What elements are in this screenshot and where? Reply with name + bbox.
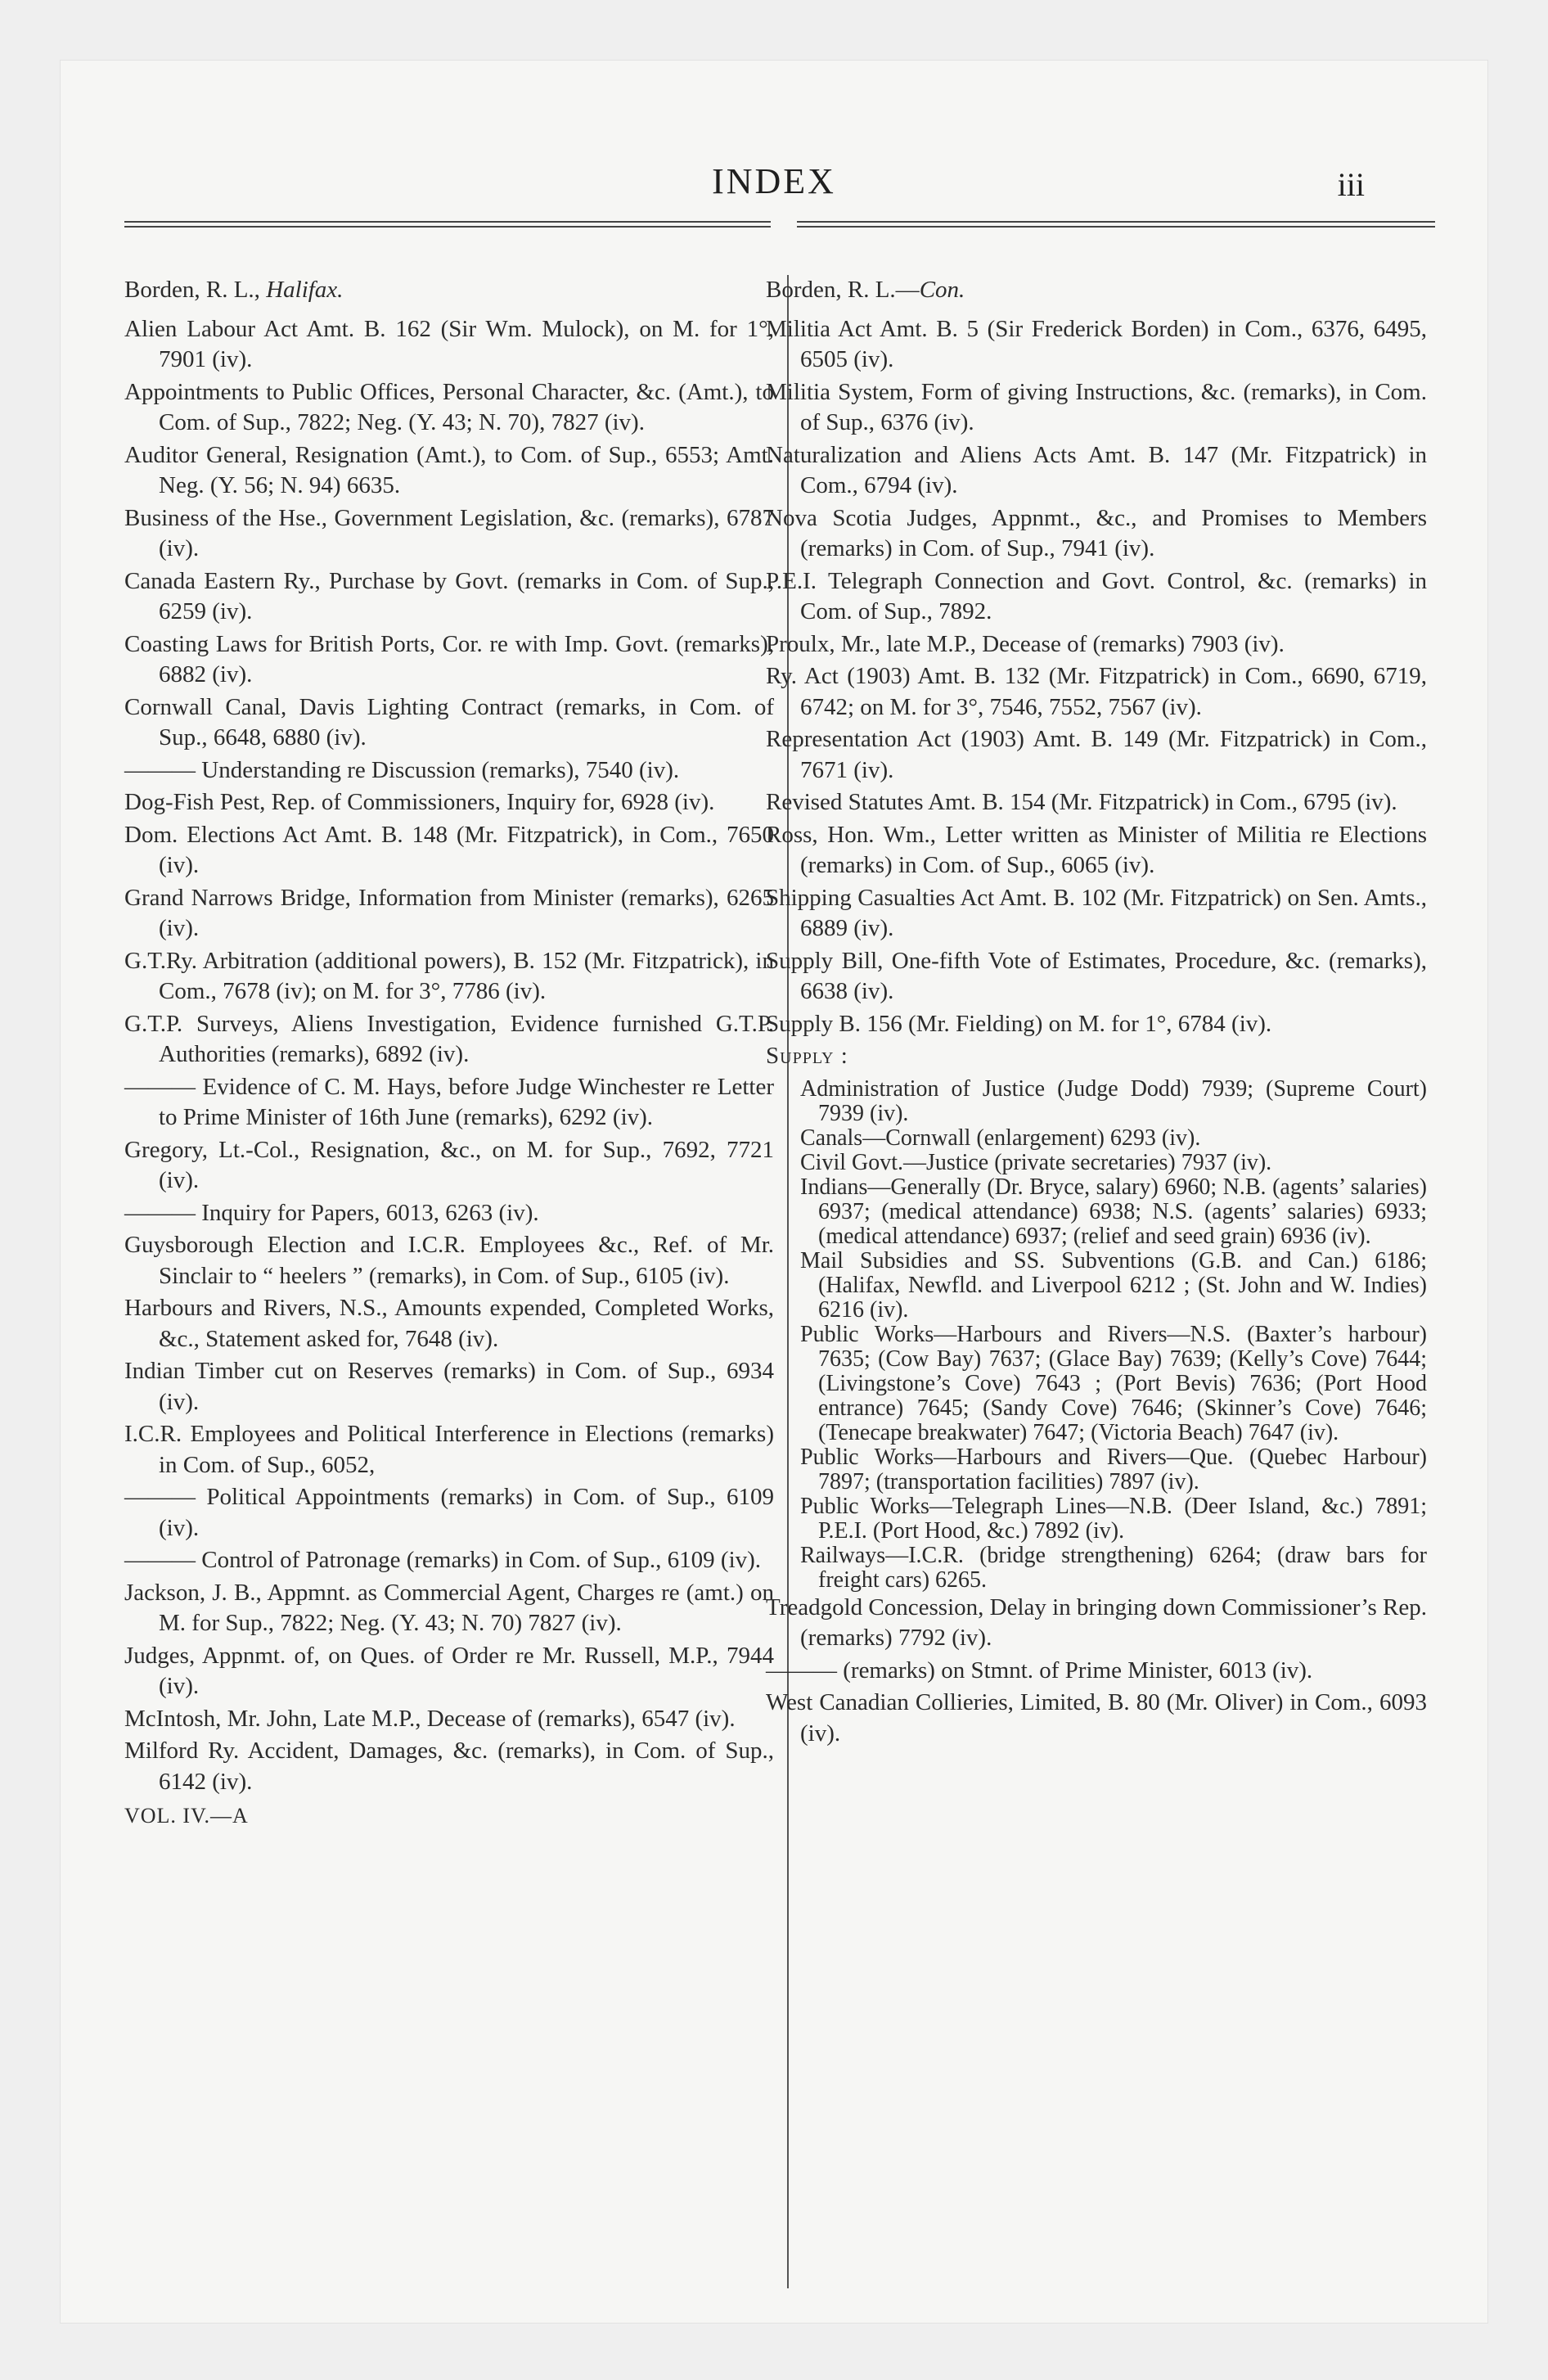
index-entry: I.C.R. Employees and Political Interference in Elections (remarks) in Com. of Sup., 6052, [124,1421,774,1478]
index-entry: Indian Timber cut on Reserves (remarks) in Com. of Sup., 6934 (iv). [124,1358,774,1415]
index-entry: Dom. Elections Act Amt. B. 148 (Mr. Fitzpatrick), in Com., 7650 (iv). [124,821,774,878]
index-entry: Ross, Hon. Wm., Letter written as Minister of Militia re Elections (remarks) in Com. of Sup., 6065 (iv). [766,821,1427,878]
index-entry: G.T.P. Surveys, Aliens Investigation, Evidence furnished G.T.P. Authorities (remarks), 6892 (iv). [124,1010,774,1067]
index-entry: Proulx, Mr., late M.P., Decease of (remarks) 7903 (iv). [766,630,1285,657]
page-title: INDEX [712,161,836,201]
index-entry: Dog-Fish Pest, Rep. of Commissioners, Inquiry for, 6928 (iv). [124,789,715,815]
index-entry: Ry. Act (1903) Amt. B. 132 (Mr. Fitzpatrick) in Com., 6690, 6719, 6742; on M. for 3°, 7546, 7552, 7567 (iv). [766,663,1427,720]
supply-heading: Supply : [766,1043,848,1069]
index-page [61,61,1487,2323]
index-entry: ——— Political Appointments (remarks) in Com. of Sup., 6109 (iv). [124,1484,774,1541]
index-entry: Canals—Cornwall (enlargement) 6293 (iv). [800,1125,1201,1151]
index-entry: Grand Narrows Bridge, Information from Minister (remarks), 6265 (iv). [124,884,774,941]
right-heading-continued: Con. [919,277,965,303]
index-entry: ——— (remarks) on Stmnt. of Prime Minister, 6013 (iv). [766,1657,1313,1684]
index-entry: Gregory, Lt.-Col., Resignation, &c., on M. for Sup., 7692, 7721 (iv). [124,1136,774,1193]
index-entry: Alien Labour Act Amt. B. 162 (Sir Wm. Mulock), on M. for 1°, 7901 (iv). [124,315,774,372]
right-heading [766,275,1427,306]
index-entry: Militia System, Form of giving Instructions, &c. (remarks), in Com. of Sup., 6376 (iv). [766,378,1427,435]
index-entry: West Canadian Collieries, Limited, B. 80 (Mr. Oliver) in Com., 6093 (iv). [766,1689,1427,1747]
header-rule-right [797,221,1435,228]
index-entry: Shipping Casualties Act Amt. B. 102 (Mr. Fitzpatrick) on Sen. Amts., 6889 (iv). [766,884,1427,941]
index-entry: Militia Act Amt. B. 5 (Sir Frederick Borden) in Com., 6376, 6495, 6505 (iv). [766,315,1427,372]
index-entry: Canada Eastern Ry., Purchase by Govt. (remarks in Com. of Sup., 6259 (iv). [124,567,774,624]
header-rule-left [124,221,771,228]
page-number: iii [1337,166,1365,203]
right-entries-list [766,314,1427,1040]
left-column [124,275,774,1832]
index-entry: Appointments to Public Offices, Personal Character, &c. (Amt.), to Com. of Sup., 7822; Neg. (Y. 43; N. 70), 7827 (iv). [124,378,774,435]
right-after-entries-list [766,1593,1427,1750]
index-entry: P.E.I. Telegraph Connection and Govt. Control, &c. (remarks) in Com. of Sup., 7892. [766,567,1427,624]
index-entry: Cornwall Canal, Davis Lighting Contract (remarks, in Com. of Sup., 6648, 6880 (iv). [124,693,774,751]
index-entry: ——— Inquiry for Papers, 6013, 6263 (iv). [124,1199,539,1226]
index-entry: Indians—Generally (Dr. Bryce, salary) 6960; N.B. (agents’ salaries) 6937; (medical attendance) 6938; N.S. (agents’ salaries) 6933; (medical attendance) 6937; (relief and seed grain) 6936 (iv). [800,1174,1427,1249]
index-entry: Administration of Justice (Judge Dodd) 7939; (Supreme Court) 7939 (iv). [800,1075,1427,1126]
index-entry: Auditor General, Resignation (Amt.), to Com. of Sup., 6553; Amt. Neg. (Y. 56; N. 94) 6635. [124,441,774,498]
index-entry: Treadgold Concession, Delay in bringing down Commissioner’s Rep. (remarks) 7792 (iv). [766,1593,1427,1651]
index-entry: Nova Scotia Judges, Appnmt., &c., and Promises to Members (remarks) in Com. of Sup., 7941 (iv). [766,504,1427,561]
index-entry: ——— Evidence of C. M. Hays, before Judge Winchester re Letter to Prime Minister of 16th June (remarks), 6292 (iv). [124,1073,774,1130]
index-entry: Mail Subsidies and SS. Subventions (G.B. and Can.) 6186; (Halifax, Newfld. and Liverpool 6212 ; (St. John and W. Indies) 6216 (iv). [800,1247,1427,1323]
left-entries-list [124,314,774,1798]
index-entry: Jackson, J. B., Appmnt. as Commercial Agent, Charges re (amt.) on M. for Sup., 7822; Neg. (Y. 43; N. 70) 7827 (iv). [124,1579,774,1636]
index-entry: Harbours and Rivers, N.S., Amounts expended, Completed Works, &c., Statement asked for, 7648 (iv). [124,1295,774,1352]
index-entry: Public Works—Harbours and Rivers—N.S. (Baxter’s harbour) 7635; (Cow Bay) 7637; (Glace Bay) 7639; (Kelly’s Cove) 7644; (Livingstone’s Cove) 7643 ; (Port Bevis) 7636; (Port Hood entrance) 7645; (Sandy Cove) 7646; (Skinner’s Cove) 7646; (Tenecape breakwater) 7647; (Victoria Beach) 7647 (iv). [800,1321,1427,1445]
index-entry: Coasting Laws for British Ports, Cor. re with Imp. Govt. (remarks), 6882 (iv). [124,630,774,687]
right-column [766,275,1427,1751]
volume-footer: VOL. IV.—A [124,1804,249,1828]
index-entry: G.T.Ry. Arbitration (additional powers), B. 152 (Mr. Fitzpatrick), in Com., 7678 (iv); on M. for 3°, 7786 (iv). [124,947,774,1004]
right-heading-name: Borden, R. L.— [766,277,920,303]
index-entry: Railways—I.C.R. (bridge strengthening) 6264; (draw bars for freight cars) 6265. [800,1542,1427,1593]
index-entry: Naturalization and Aliens Acts Amt. B. 147 (Mr. Fitzpatrick) in Com., 6794 (iv). [766,441,1427,498]
index-entry: Judges, Appnmt. of, on Ques. of Order re Mr. Russell, M.P., 7944 (iv). [124,1642,774,1699]
supply-items-list [766,1077,1427,1593]
left-heading-name: Borden, R. L., [124,277,260,303]
index-entry: ——— Understanding re Discussion (remarks), 7540 (iv). [124,756,680,783]
index-entry: Public Works—Telegraph Lines—N.B. (Deer Island, &c.) 7891; P.E.I. (Port Hood, &c.) 7892 (iv). [800,1493,1427,1544]
index-entry: Public Works—Harbours and Rivers—Que. (Quebec Harbour) 7897; (transportation facilities) 7897 (iv). [800,1444,1427,1494]
index-entry: Guysborough Election and I.C.R. Employees &c., Ref. of Mr. Sinclair to “ heelers ” (remarks), in Com. of Sup., 6105 (iv). [124,1232,774,1289]
index-entry: Representation Act (1903) Amt. B. 149 (Mr. Fitzpatrick) in Com., 7671 (iv). [766,726,1427,783]
index-entry: Business of the Hse., Government Legislation, &c. (remarks), 6787 (iv). [124,504,774,561]
index-entry: Civil Govt.—Justice (private secretaries) 7937 (iv). [800,1149,1272,1175]
index-entry: ——— Control of Patronage (remarks) in Com. of Sup., 6109 (iv). [124,1547,762,1573]
index-entry: Supply Bill, One-fifth Vote of Estimates, Procedure, &c. (remarks), 6638 (iv). [766,947,1427,1004]
index-entry: Milford Ry. Accident, Damages, &c. (remarks), in Com. of Sup., 6142 (iv). [124,1738,774,1795]
index-entry: Revised Statutes Amt. B. 154 (Mr. Fitzpatrick) in Com., 6795 (iv). [766,789,1397,815]
index-entry: Supply B. 156 (Mr. Fielding) on M. for 1°, 6784 (iv). [766,1010,1272,1037]
index-entry: McIntosh, Mr. John, Late M.P., Decease of (remarks), 6547 (iv). [124,1705,736,1732]
left-heading [124,275,774,306]
left-heading-place: Halifax. [266,277,344,303]
